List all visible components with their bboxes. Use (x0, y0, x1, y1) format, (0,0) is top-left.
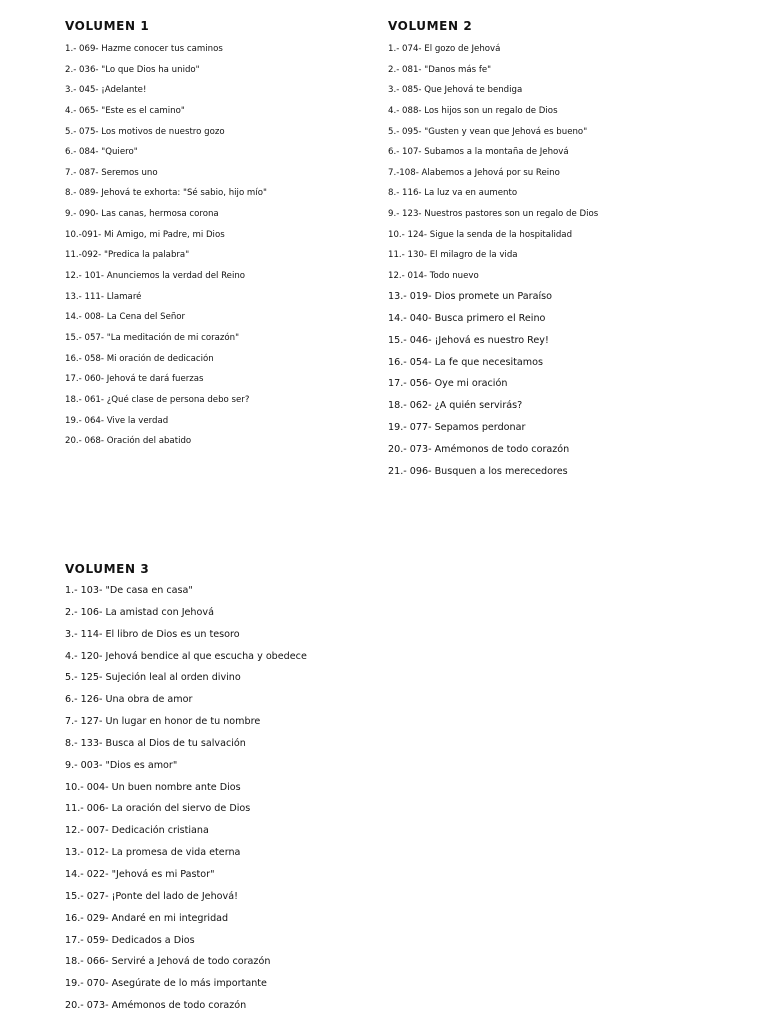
song-list-item: 1.- 103- "De casa en casa" (65, 585, 193, 596)
song-list-item: 6.- 107- Subamos a la montaña de Jehová (388, 147, 569, 158)
song-list-item: 20.- 073- Amémonos de todo corazón (65, 1000, 247, 1012)
song-list-item: 8.- 133- Busca al Dios de tu salvación (65, 737, 246, 749)
song-list-item: 7.- 087- Seremos uno (65, 167, 158, 178)
song-list-item: 11.-092- "Predica la palabra" (65, 250, 190, 261)
volume-2-list (388, 42, 598, 487)
volume-1-list (65, 42, 267, 455)
song-list-item: 19.- 077- Sepamos perdonar (388, 422, 526, 434)
song-list-item: 10.- 124- Sigue la senda de la hospitalidad (388, 229, 573, 240)
song-list-item: 11.- 006- La oración del siervo de Dios (65, 803, 251, 815)
song-list-item: 6.- 126- Una obra de amor (65, 694, 193, 706)
song-list-item: 17.- 060- Jehová te dará fuerzas (65, 374, 204, 385)
song-list-item: 2.- 036- "Lo que Dios ha unido" (65, 64, 200, 75)
song-list-item: 15.- 057- "La meditación de mi corazón" (65, 332, 240, 343)
song-list-item: 7.- 127- Un lugar en honor de tu nombre (65, 716, 261, 728)
song-list-item: 17.- 056- Oye mi oración (388, 378, 508, 390)
song-list-item: 10.- 004- Un buen nombre ante Dios (65, 781, 241, 793)
song-list-item: 11.- 130- El milagro de la vida (388, 250, 518, 261)
song-list-item: 12.- 007- Dedicación cristiana (65, 825, 209, 837)
song-list-item: 3.- 114- El libro de Dios es un tesoro (65, 628, 240, 640)
song-list-item: 8.- 116- La luz va en aumento (388, 188, 518, 199)
song-list-item: 9.- 003- "Dios es amor" (65, 759, 178, 771)
song-list-item: 19.- 070- Asegúrate de lo más importante (65, 978, 267, 990)
song-list-item: 19.- 064- Vive la verdad (65, 415, 169, 426)
song-list-item: 13.- 012- La promesa de vida eterna (65, 847, 241, 859)
song-list-item: 16.- 029- Andaré en mi integridad (65, 912, 229, 924)
song-list-item: 9.- 090- Las canas, hermosa corona (65, 209, 219, 220)
song-list-item: 3.- 045- ¡Adelante! (65, 85, 147, 96)
song-list-item: 18.- 061- ¿Qué clase de persona debo ser? (65, 394, 250, 405)
song-list-item: 16.- 054- La fe que necesitamos (388, 356, 543, 368)
song-list-item: 20.- 068- Oración del abatido (65, 436, 192, 447)
song-list-item: 9.- 123- Nuestros pastores son un regalo de Dios (388, 209, 599, 220)
song-list-item: 1.- 069- Hazme conocer tus caminos (65, 44, 223, 54)
song-list-item: 5.- 095- "Gusten y vean que Jehová es bueno" (388, 126, 588, 137)
song-list-item: 13.- 019- Dios promete un Paraíso (388, 290, 553, 302)
song-list-item: 16.- 058- Mi oración de dedicación (65, 353, 214, 364)
song-list-item: 5.- 075- Los motivos de nuestro gozo (65, 126, 225, 137)
volume-1-heading: VOLUMEN 1 (65, 19, 150, 33)
song-list-item: 3.- 085- Que Jehová te bendiga (388, 85, 523, 96)
song-list-item: 17.- 059- Dedicados a Dios (65, 934, 195, 946)
song-list-item: 4.- 088- Los hijos son un regalo de Dios (388, 105, 558, 116)
song-list-item: 20.- 073- Amémonos de todo corazón (388, 444, 570, 456)
song-list-item: 14.- 022- "Jehová es mi Pastor" (65, 868, 215, 880)
song-list-item: 1.- 074- El gozo de Jehová (388, 44, 501, 54)
song-list-item: 10.-091- Mi Amigo, mi Padre, mi Dios (65, 229, 225, 240)
volume-3-heading: VOLUMEN 3 (65, 562, 150, 576)
song-list-item: 5.- 125- Sujeción leal al orden divino (65, 672, 241, 684)
song-list-item: 18.- 066- Serviré a Jehová de todo corazón (65, 956, 271, 968)
song-list-item: 12.- 101- Anunciemos la verdad del Reino (65, 271, 246, 282)
song-list-item: 4.- 065- "Este es el camino" (65, 105, 185, 116)
song-list-item: 18.- 062- ¿A quién servirás? (388, 400, 523, 412)
song-list-item: 14.- 008- La Cena del Señor (65, 312, 186, 323)
volume-3-list (65, 584, 307, 1021)
song-list-item: 2.- 081- "Danos más fe" (388, 64, 492, 75)
volume-2-heading: VOLUMEN 2 (388, 19, 473, 33)
song-list-item: 2.- 106- La amistad con Jehová (65, 606, 214, 618)
song-list-item: 6.- 084- "Quiero" (65, 147, 138, 158)
song-list-item: 4.- 120- Jehová bendice al que escucha y obedece (65, 650, 307, 662)
song-list-item: 13.- 111- Llamaré (65, 291, 142, 302)
song-list-item: 7.-108- Alabemos a Jehová por su Reino (388, 167, 560, 178)
song-list-item: 21.- 096- Busquen a los merecedores (388, 466, 568, 478)
song-list-item: 8.- 089- Jehová te exhorta: "Sé sabio, hijo mío" (65, 188, 267, 199)
song-list-item: 15.- 046- ¡Jehová es nuestro Rey! (388, 334, 549, 346)
song-list-item: 15.- 027- ¡Ponte del lado de Jehová! (65, 890, 238, 902)
song-list-item: 14.- 040- Busca primero el Reino (388, 312, 546, 324)
song-list-item: 12.- 014- Todo nuevo (388, 271, 479, 282)
